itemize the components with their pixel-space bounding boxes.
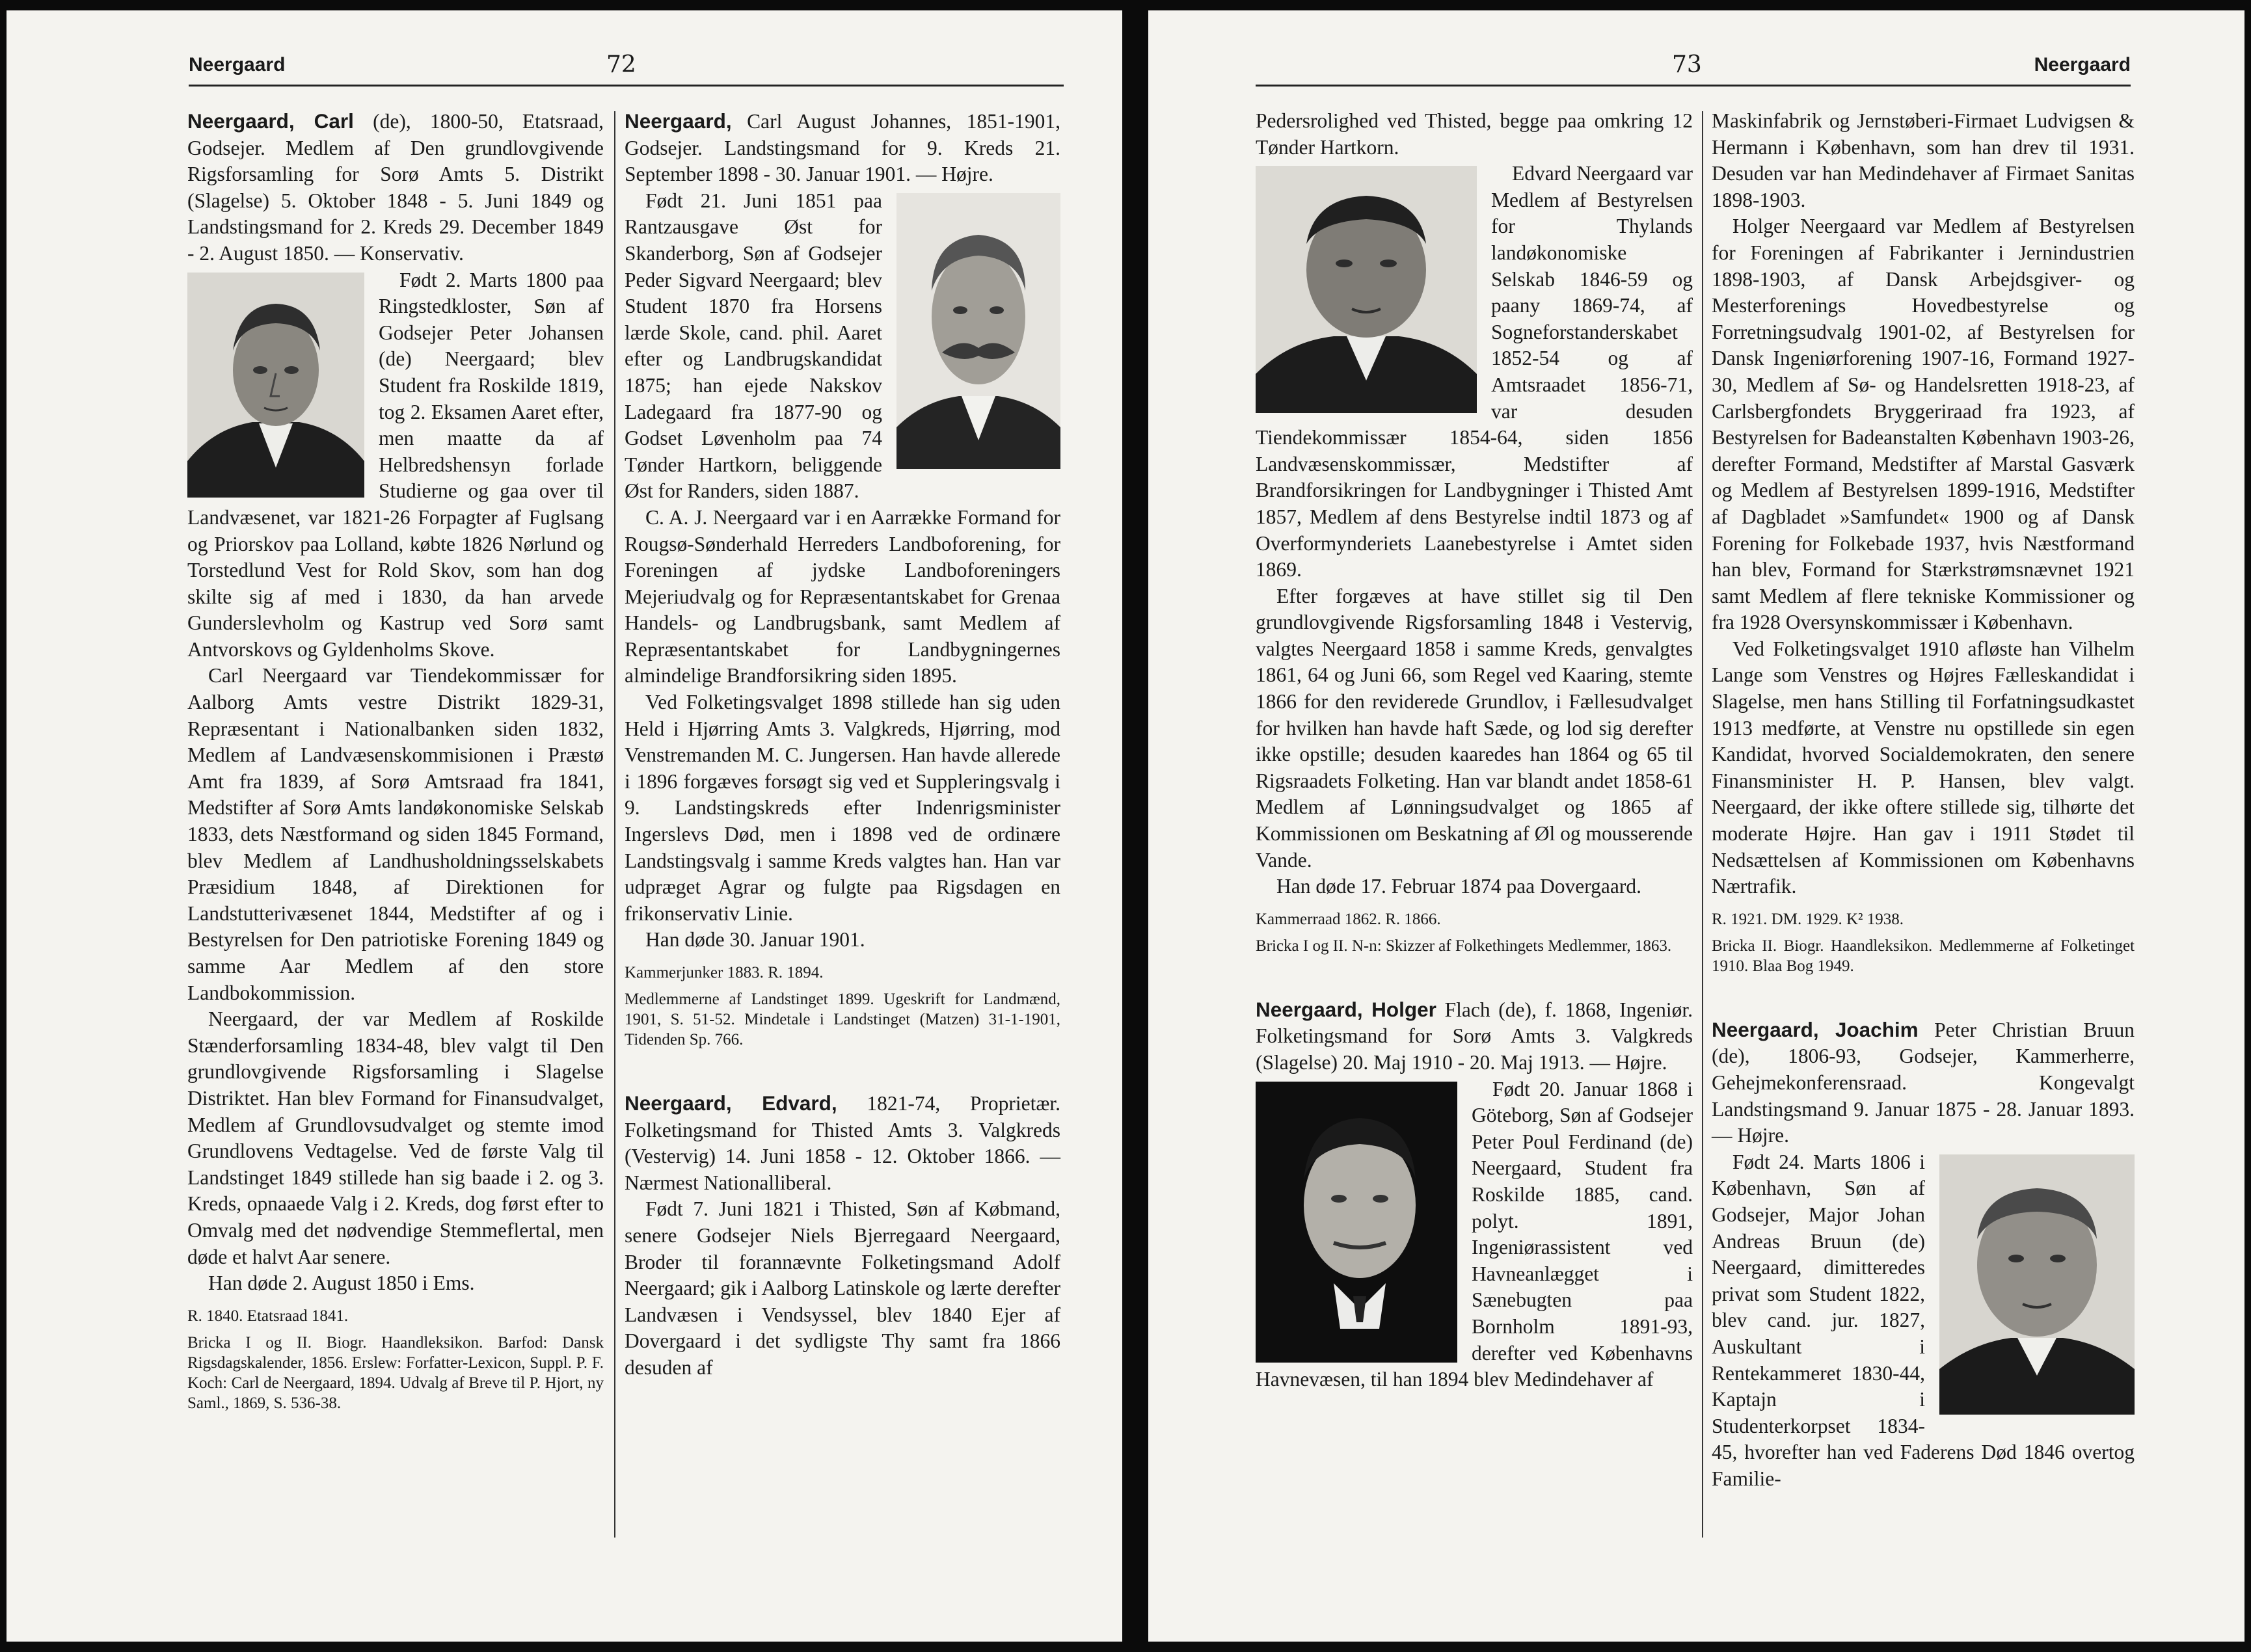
right-column-1: Pedersrolighed ved Thisted, begge paa omkring 12 Tønder Hartkorn. Edvard Neergaard var Medlem af Bestyrelsen for Thylands landøkonomiske Selskab 1846-59 og paany 1869-74, af Sogneforstanderskabet 1852-54 og af Amtsraadet 1856-71, var desuden Tiendekommissær 1854-64, siden 1856 Landvæsenskommissær, Medstifter af Brandforsikringen for Landbygninger i Thisted Amt 1857, Medlem af dens Bestyrelse indtil 1873 og af Overformynderiets Laanebestyrelse i Amtet siden 1869. Efter forgæves at have stillet sig til Den grundlovgivende Rigsforsamling 1848 i Vestervig, valgtes Neergaard 1858 i samme Kreds, genvalgtes 1861, 64 og Juni 66, som Regel ved Kaaring, stemte 1866 for den reviderede Grundlov, i Fællesudvalget for hvilken han havde haft Sæde, og lod sig derefter ikke opstille; desuden kaaredes han 1864 og 65 til Rigsraadets Folketing. Han var blandt andet 1858-61 Medlem af Lønningsudvalget og 1865 af Kommissionen om Beskatning af Øl og mousserende Vande. Han døde 17. Februar 1874 paa Dovergaard. Kammerraad 1862. R. 1866. Bricka I og II. N-n: Skizzer af Folkethingets Medlemmer, 1863. Neergaard, Holger Flach (de), f. 1868, Ingeniør. Folketingsmand for Sorø Amts 3. Valgkreds (Slagelse) 20. Maj 1910 - 20. Maj 1913. — Højre. Født 20. Januar 1868 i Göteborg, Søn af Godsejer Peter Poul Ferdinand (de) Neergaard, Student fra Roskilde 1885, cand. polyt. 1891, Ingeniørassistent ved Havneanlægget i Sænebugten paa Bornholm 1891-93, derefter ved Københavns Havnevæsen, til han 1894 blev Medindehaver af [1256, 109, 1693, 1391]
sources: Medlemmerne af Landstinget 1899. Ugeskrift for Landmænd, 1901, S. 51-52. Mindetale i Landstinget (Matzen) 31-1-1901, Tidenden Sp. 766. [625, 991, 1060, 1048]
page-number: 73 [1672, 51, 1702, 78]
honours: Kammerraad 1862. R. 1866. [1256, 910, 1441, 928]
left-page [7, 10, 1122, 1642]
sources: Bricka I og II. N-n: Skizzer af Folkethingets Medlemmer, 1863. [1256, 937, 1672, 955]
entry-heading: Neergaard, Holger [1256, 997, 1436, 1021]
entry-carl-neergaard: Neergaard, Carl (de), 1800-50, Etatsraad, Godsejer. Medlem af Den grundlovgivende Rigsforsamling for Sorø Amts 5. Distrikt (Slagelse) 5. Oktober 1848 - 5. Juni 1849 og Landstingsmand for 2. Kreds 29. December 1849 - 2. August 1850. — Konservativ. [187, 109, 604, 265]
entry-joachim-neergaard: Neergaard, Joachim Peter Christian Bruun (de), 1806-93, Godsejer, Kammerherre, Gehejmekonferensraad. Kongevalgt Landstingsmand 9. Januar 1875 - 28. Januar 1893. — Højre. [1712, 1017, 2135, 1147]
running-head-right [1256, 46, 2131, 87]
portrait-holger-neergaard [1256, 1082, 1457, 1363]
left-column-2: Neergaard, Carl August Johannes, 1851-1901, Godsejer. Landstingsmand for 9. Kreds 21. September 1898 - 30. Januar 1901. — Højre. Født 21. Juni 1851 paa Rantzausgave Øst for Skanderborg, Søn af Godsejer Peder Sigvard Neergaard; blev Student 1870 fra Horsens lærde Skole, cand. phil. Aaret efter og Landbrugskandidat 1875; han ejede Nakskov Ladegaard fra 1877-90 og Godset Løvenholm paa 74 Tønder Hartkorn, beliggende Øst for Randers, siden 1887. C. A. J. Neergaard var i en Aarrække Formand for Rougsø-Sønderhald Herreders Landboforening, for Foreningen af jydske Landboforeningers Mejeriudvalg og for Repræsentantskabet for Grenaa Handels- og Landbrugsbank, samt Medlem af Repræsentantskabet for Landbygningernes almindelige Brandforsikring siden 1895. Ved Folketingsvalget 1898 stillede han sig uden Held i Hjørring Amts 3. Valgkreds, Hjørring, mod Venstremanden M. C. Jungersen. Han havde allerede i 1896 forgæves forsøgt sig ved et Suppleringsvalg i 9. Landstingskreds efter Indenrigsminister Ingerslevs Død, men i 1898 ved de ordinære Landstingsvalg i samme Kreds valgtes han. Han var udpræget Agrar og fulgte paa Rigsdagen en frikonservativ Linie. Han døde 30. Januar 1901. Kammerjunker 1883. R. 1894. Medlemmerne af Landstinget 1899. Ugeskrift for Landmænd, 1901, S. 51-52. Mindetale i Landstinget (Matzen) 31-1-1901, Tidenden Sp. 766. Neergaard, Edvard, 1821-74, Proprietær. Folketingsmand for Thisted Amts 3. Valgkreds (Vestervig) 14. Juni 1858 - 12. Oktober 1866. — Nærmest Nationalliberal. Født 7. Juni 1821 i Thisted, Søn af Købmand, senere Godsejer Niels Bjerregaard Neergaard, Broder til forannævnte Folketingsmand Adolf Neergaard; gik i Aalborg Latinskole og lærte derefter Landvæsen i Vendsyssel, blev 1840 Ejer af Dovergaard i det sydligste Thy samt fra 1866 desuden af [625, 109, 1060, 1379]
left-column-1: Neergaard, Carl (de), 1800-50, Etatsraad, Godsejer. Medlem af Den grundlovgivende Rigsforsamling for Sorø Amts 5. Distrikt (Slagelse) 5. Oktober 1848 - 5. Juni 1849 og Landstingsmand for 2. Kreds 29. December 1849 - 2. August 1850. — Konservativ. Født 2. Marts 1800 paa Ringstedkloster, Søn af Godsejer Peter Johansen (de) Neergaard; blev Student fra Roskilde 1819, tog 2. Eksamen Aaret efter, men maatte da af Helbredshensyn forlade Studierne og gaa over til Landvæsenet, var 1821-26 Forpagter af Fuglsang og Priorskov paa Lolland, købte 1826 Nørlund og Torstedlund Vest for Rold Skov, som han dog skilte sig af med i 1830, da han arvede Gunderslevholm og Kastrup ved Sorø samt Antvorskovs og Gyldenholms Skove. Carl Neergaard var Tiendekommissær for Aalborg Amts vestre Distrikt 1829-31, Repræsentant i Nationalbanken siden 1832, Medlem af Landvæsenskommisionen i Præstø Amt fra 1839, af Sorø Amtsraad fra 1841, Medstifter af Sorø Amts landøkonomiske Selskab 1833, dets Næstformand og siden 1845 Formand, blev Medlem af Landhusholdningsselskabets Præsidium 1848, af Direktionen for Landstutterivæsenet 1844, Medstifter af og i Bestyrelsen for Den patriotiske Forening 1849 og samme Aar Medlem af den store Landbokommission. Neergaard, der var Medlem af Roskilde Stænderforsamling 1834-48, blev valgt til Den grundlovgivende Rigsforsamling i Slagelse Distriktet. Han blev Formand for Finansudvalget, Medlem af Grundlovsudvalget og stemte imod Grundlovens Vedtagelse. Ved de første Valg til Landstinget 1849 stillede han sig baade i 2. og 3. Kreds, opnaaede Valg i 2. Kreds, dog først efter to Omvalg med det nødvendige Stemmeflertal, men døde et halvt Aar senere. Han døde 2. August 1850 i Ems. R. 1840. Etatsraad 1841. Bricka I og II. Biogr. Haandleksikon. Barfod: Dansk Rigsdagskalender, 1856. Erslew: Forfatter-Lexicon, Suppl. P. F. Koch: Carl de Neergaard, 1894. Udvalg af Breve til P. Hjort, ny Saml., 1869, S. 536-38. [187, 109, 604, 1412]
honours: Kammerjunker 1883. R. 1894. [625, 964, 824, 981]
honours: R. 1921. DM. 1929. K² 1938. [1712, 910, 1904, 928]
entry-edvard-neergaard: Neergaard, Edvard, 1821-74, Proprietær. Folketingsmand for Thisted Amts 3. Valgkreds (Vestervig) 14. Juni 1858 - 12. Oktober 1866. — Nærmest Nationalliberal. [625, 1091, 1060, 1194]
column-divider [614, 111, 615, 1538]
right-page [1148, 10, 2244, 1642]
portrait-carl-august-neergaard [896, 193, 1060, 469]
entry-carl-august-neergaard: Neergaard, Carl August Johannes, 1851-1901, Godsejer. Landstingsmand for 9. Kreds 21. September 1898 - 30. Januar 1901. — Højre. [625, 109, 1060, 186]
portrait-joachim-neergaard [1939, 1154, 2135, 1415]
right-column-2: Maskinfabrik og Jernstøberi-Firmaet Ludvigsen & Hermann i København, som han drev til 1931. Desuden var han Medindehaver af Firmaet Sanitas 1898-1903. Holger Neergaard var Medlem af Bestyrelsen for Foreningen af Fabrikanter i Jernindustrien 1898-1903, af Dansk Arbejdsgiver- og Mesterforenings Hovedbestyrelse og Forretningsudvalg 1901-02, af Bestyrelsen for Dansk Ingeniørforening 1907-16, Formand 1927-30, Medlem af Sø- og Handelsretten 1918-23, af Carlsbergfondets Bryggeriraad fra 1923, af Bestyrelsen for Badeanstalten København 1903-26, derefter Formand, Medstifter af Marstal Gasværk og Medlem af Bestyrelsen 1899-1916, Medstifter af Dagbladet »Samfundet« 1900 og af Dansk Forening for Folkebade 1937, hvis Næstformand han blev, Formand for Stærkstrømsnævnet 1921 samt Medlem af flere tekniske Kommissioner og fra 1928 Oversynskommissær i København. Ved Folketingsvalget 1910 afløste han Vilhelm Lange som Venstres og Højres Fælleskandidat i Slagelse, men hans Stilling til Forfatningsudkastet 1913 medførte, at Venstre nu opstillede sin egen Kandidat, hvorved Socialdemokraten, den senere Finansminister H. P. Hansen, blev valgt. Neergaard, der ikke oftere stillede sig, tilhørte det moderate Højre. Han gav i 1911 Stødet til Nedsættelsen af Kommissionen om Københavns Nærtrafik. R. 1921. DM. 1929. K² 1938. Bricka II. Biogr. Haandleksikon. Medlemmerne af Folketinget 1910. Blaa Bog 1949. Neergaard, Joachim Peter Christian Bruun (de), 1806-93, Godsejer, Kammerherre, Gehejmekonferensraad. Kongevalgt Landstingsmand 9. Januar 1875 - 28. Januar 1893. — Højre. Født 24. Marts 1806 i København, Søn af Godsejer, Major Johan Andreas Bruun (de) Neergaard, dimitteredes privat som Student 1822, blev cand. jur. 1827, Auskultant i Rentekammeret 1830-44, Kaptajn i Studenterkorpset 1834-45, hvorefter han ved Faderens Død 1846 overtog Familie- [1712, 109, 2135, 1490]
page-number: 72 [606, 51, 636, 78]
entry-heading: Neergaard, Carl [187, 109, 354, 133]
entry-heading: Neergaard, Edvard, [625, 1091, 837, 1115]
sources: Bricka II. Biogr. Haandleksikon. Medlemmerne af Folketinget 1910. Blaa Bog 1949. [1712, 937, 2135, 975]
running-head-left [189, 46, 1064, 87]
honours: R. 1840. Etatsraad 1841. [187, 1307, 349, 1325]
portrait-carl-neergaard [187, 273, 364, 498]
sources: Bricka I og II. Biogr. Haandleksikon. Barfod: Dansk Rigsdagskalender, 1856. Erslew: Forfatter-Lexicon, Suppl. P. F. Koch: Carl de Neergaard, 1894. Udvalg af Breve til P. Hjort, ny Saml., 1869, S. 536-38. [187, 1333, 604, 1412]
column-divider [1702, 111, 1703, 1538]
entry-holger-neergaard: Neergaard, Holger Flach (de), f. 1868, Ingeniør. Folketingsmand for Sorø Amts 3. Valgkreds (Slagelse) 20. Maj 1910 - 20. Maj 1913. — Højre. [1256, 997, 1693, 1074]
running-head-name: Neergaard [2034, 54, 2131, 75]
running-head-name: Neergaard [189, 54, 286, 75]
entry-heading: Neergaard, [625, 109, 732, 133]
portrait-edvard-neergaard [1256, 166, 1477, 413]
entry-heading: Neergaard, Joachim [1712, 1017, 1919, 1041]
